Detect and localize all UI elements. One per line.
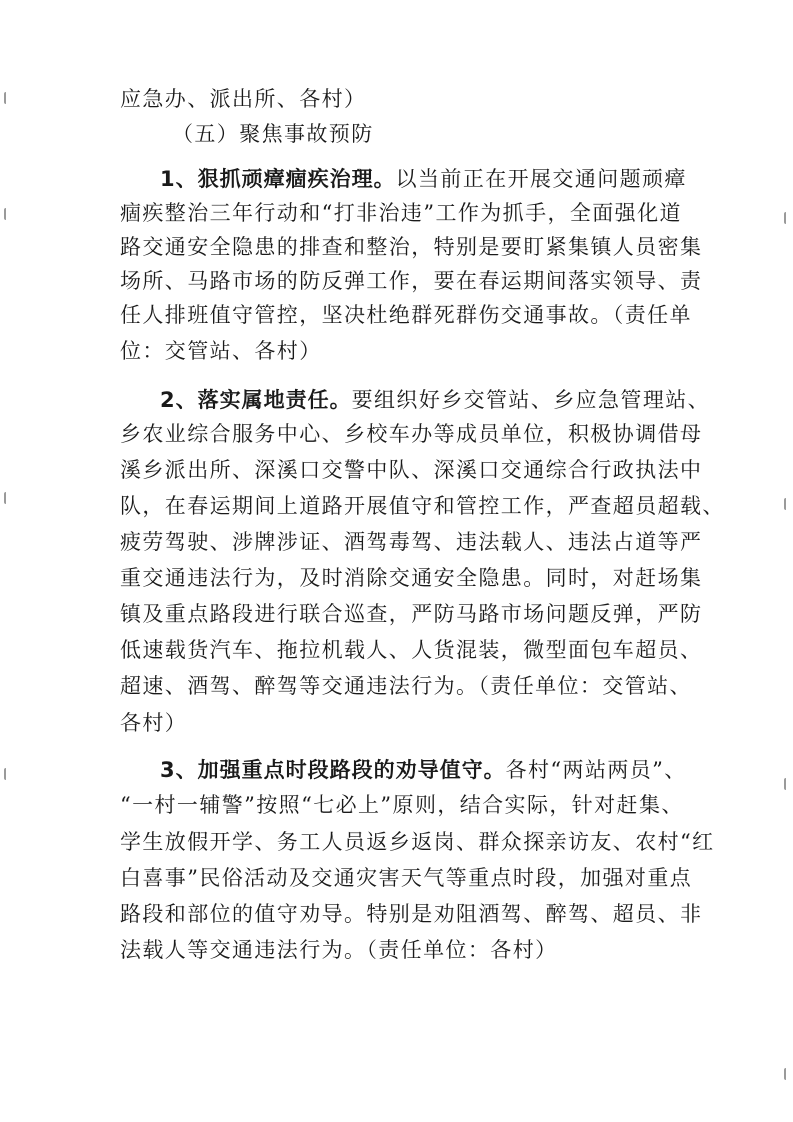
text-line: 任人排班值守管控，坚决杜绝群死群伤交通事故。（责任单 bbox=[120, 303, 692, 327]
text-line: 痼疾整治三年行动和“打非治违”工作为抓手，全面强化道 bbox=[120, 201, 682, 225]
text-line: 位：交管站、各村） bbox=[120, 339, 322, 363]
text-line: 乡农业综合服务中心、乡校车办等成员单位，积极协调借母 bbox=[120, 422, 703, 446]
text-line: 路段和部位的值守劝导。特别是劝阻酒驾、醉驾、超员、非 bbox=[120, 902, 703, 926]
scan-mark-left-1 bbox=[4, 92, 10, 104]
text-line: 各村） bbox=[120, 711, 188, 735]
paragraph-1-text: 以当前正在开展交通问题顽瘴 bbox=[395, 167, 687, 191]
scan-mark-right-4 bbox=[784, 1068, 790, 1080]
text-line: 法载人等交通违法行为。（责任单位：各村） bbox=[120, 938, 558, 962]
paragraph-3-first-line bbox=[160, 753, 687, 787]
text-line: 低速载货汽车、拖拉机载人、人货混装，微型面包车超员、 bbox=[120, 638, 703, 662]
text-line: 溪乡派出所、深溪口交警中队、深溪口交通综合行政执法中 bbox=[120, 458, 703, 482]
text-line: 超速、酒驾、醉驾等交通违法行为。（责任单位：交管站、 bbox=[120, 674, 692, 698]
paragraph-1-first-line bbox=[160, 162, 687, 196]
text-line: “一村一辅警”按照“七必上”原则，结合实际，针对赶集、 bbox=[120, 793, 684, 817]
text-line: 路交通安全隐患的排查和整治，特别是要盯紧集镇人员密集 bbox=[120, 235, 703, 259]
text-line: 重交通违法行为，及时消除交通安全隐患。同时，对赶场集 bbox=[120, 566, 703, 590]
paragraph-3-text: 各村“两站两员”、 bbox=[505, 758, 687, 782]
scan-mark-right-1 bbox=[784, 212, 790, 224]
scan-mark-left-4 bbox=[4, 768, 10, 780]
text-line: 队，在春运期间上道路开展值守和管控工作，严查超员超载、 bbox=[120, 494, 725, 518]
scan-mark-right-2 bbox=[784, 498, 790, 510]
text-line: 白喜事”民俗活动及交通灾害天气等重点时段，加强对重点 bbox=[120, 866, 693, 890]
scan-mark-right-3 bbox=[784, 778, 790, 790]
text-line: 镇及重点路段进行联合巡查，严防马路市场问题反弹，严防 bbox=[120, 602, 703, 626]
text-line: 场所、马路市场的防反弹工作，要在春运期间落实领导、责 bbox=[120, 269, 703, 293]
scan-mark-left-2 bbox=[4, 208, 10, 220]
section-heading: （五）聚焦事故预防 bbox=[172, 122, 374, 146]
text-line: 学生放假开学、务工人员返乡返岗、群众探亲访友、农村“红 bbox=[120, 830, 715, 854]
paragraph-3-heading: 3、加强重点时段路段的劝导值守。 bbox=[160, 758, 506, 782]
paragraph-1-heading: 1、狠抓顽瘴痼疾治理。 bbox=[160, 167, 396, 191]
text-line: 应急办、派出所、各村） bbox=[120, 87, 367, 111]
paragraph-2-text: 要组织好乡交管站、乡应急管理站、 bbox=[351, 388, 711, 412]
paragraph-2-heading: 2、落实属地责任。 bbox=[160, 388, 352, 412]
text-line: 疲劳驾驶、涉牌涉证、酒驾毒驾、违法载人、违法占道等严 bbox=[120, 530, 703, 554]
paragraph-2-first-line bbox=[160, 383, 710, 417]
scan-mark-left-3 bbox=[4, 492, 10, 504]
